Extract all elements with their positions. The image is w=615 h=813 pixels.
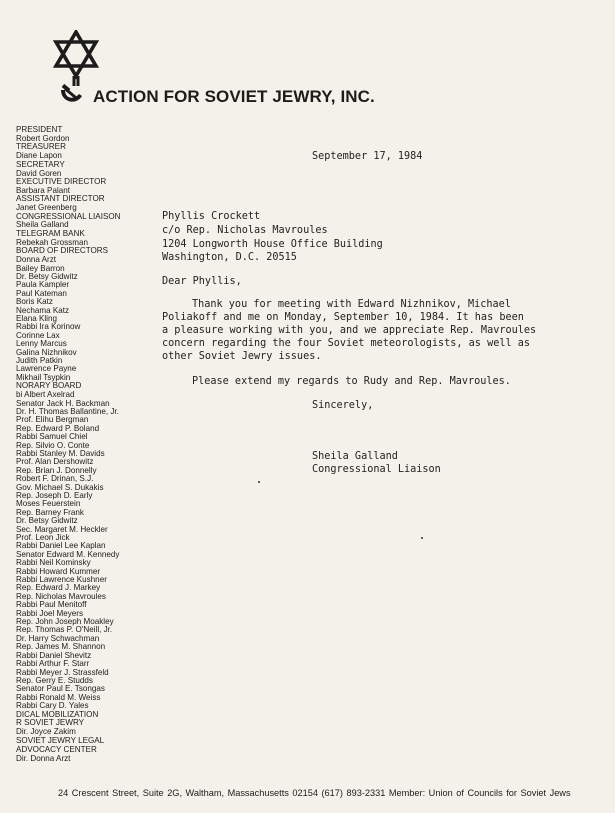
letter-date: September 17, 1984 (312, 151, 423, 162)
recipient-address-line: 1204 Longworth House Office Building (162, 239, 383, 250)
sidebar-name: Robert Gordon (16, 133, 70, 143)
sidebar-name: Senator Paul E. Tsongas (16, 684, 105, 694)
sidebar-name: Rabbi Howard Kummer (16, 566, 101, 576)
sidebar-name: Dr. H. Thomas Ballantine, Jr. (16, 406, 119, 416)
body-line: a pleasure working with you, and we appreciate Rep. Mavroules (162, 325, 537, 336)
sidebar-heading: TELEGRAM BANK (16, 228, 85, 238)
body-line: Please extend my regards to Rudy and Rep. Mavroules. (192, 376, 511, 387)
sidebar-name: Paul Kateman (16, 288, 67, 298)
sidebar-name: Dr. Betsy Gidwitz (16, 516, 78, 526)
sidebar-heading: SECRETARY (16, 159, 65, 169)
sidebar-name: Dir. Joyce Zakim (16, 727, 76, 737)
sidebar-name: Rabbi Ira Korinow (16, 322, 81, 332)
sidebar-name: Rep. John Joseph Moakley (16, 617, 114, 627)
sidebar-name: Rep. Brian J. Donnelly (16, 465, 97, 475)
sidebar-name: Rabbi Samuel Chiel (16, 432, 88, 442)
scan-speck (421, 537, 423, 539)
scan-speck (258, 481, 260, 483)
sidebar-name: Rep. Thomas P. O'Neill, Jr. (16, 625, 113, 635)
sidebar-name: Mikhail Tsypkin (16, 372, 71, 382)
sidebar-name: Senator Edward M. Kennedy (16, 549, 120, 559)
body-line: Poliakoff and me on Monday, September 10, 1984. It has been (162, 312, 524, 323)
recipient-address-line: Washington, D.C. 20515 (162, 252, 297, 263)
signature-title: Congressional Liaison (312, 464, 441, 475)
sidebar-heading: SOVIET JEWRY LEGAL (16, 735, 105, 745)
recipient-address-line: c/o Rep. Nicholas Mavroules (162, 225, 328, 236)
sidebar-name: Elana Kling (16, 313, 57, 323)
salutation: Dear Phyllis, (162, 276, 242, 287)
sidebar-name: Rabbi Joel Meyers (16, 608, 84, 618)
sidebar-name: Rep. Edward P. Boland (16, 423, 100, 433)
sidebar-name: Rabbi Daniel Lee Kaplan (16, 541, 106, 551)
body-line: concern regarding the four Soviet meteorologists, as well as (162, 338, 531, 349)
sidebar-heading: PRESIDENT (16, 125, 63, 134)
sidebar-name: Rabbi Arthur F. Starr (16, 659, 90, 669)
sidebar-name: Rep. Edward J. Markey (16, 583, 101, 593)
sidebar-heading: TREASURER (16, 142, 66, 152)
sidebar-name: Rep. Nicholas Mavroules (16, 591, 106, 601)
sidebar-name: Lawrence Payne (16, 364, 77, 374)
sidebar-name: Rep. Gerry E. Studds (16, 675, 93, 685)
sidebar-name: bi Albert Axelrad (16, 390, 75, 400)
sidebar-name: Prof. Elihu Bergman (16, 415, 89, 425)
sidebar-name: Judith Patkin (16, 355, 63, 365)
sidebar-name: Barbara Palant (16, 185, 70, 195)
sidebar-name: Dir. Donna Arzt (16, 753, 71, 763)
sidebar-name: Rabbi Paul Menitoff (16, 600, 87, 610)
signature-name: Sheila Galland (312, 451, 398, 462)
body-line: Thank you for meeting with Edward Nizhnikov, Michael (192, 299, 511, 310)
sidebar-name: Rep. Joseph D. Early (16, 490, 93, 500)
sidebar-name: David Goren (16, 168, 62, 178)
sidebar-heading: R SOVIET JEWRY (16, 718, 85, 728)
sidebar-name: Sec. Margaret M. Heckler (16, 524, 108, 534)
sidebar-name: Paula Kampler (16, 280, 70, 290)
sidebar-name: Rabbi Meyer J. Strassfeld (16, 667, 109, 677)
sidebar-heading: NORARY BOARD (16, 381, 82, 391)
sidebar-name: Rebekah Grossman (16, 237, 88, 247)
sidebar-name: Nechama Katz (16, 305, 70, 315)
sidebar-name: Bailey Barron (16, 263, 65, 273)
sidebar-name: Rabbi Daniel Shevitz (16, 650, 92, 660)
sidebar-heading: CONGRESSIONAL LIAISON (16, 211, 121, 221)
organization-name: ACTION FOR SOVIET JEWRY, INC. (93, 87, 375, 106)
sidebar-name: Prof. Alan Dershowitz (16, 457, 94, 467)
sidebar-name: Senator Jack H. Backman (16, 398, 110, 408)
sidebar-heading: DICAL MOBILIZATION (16, 709, 99, 719)
sidebar-name: Moses Feuerstein (16, 499, 81, 509)
recipient-name: Phyllis Crockett (162, 211, 261, 222)
sidebar-name: Rabbi Cary D. Yales (16, 701, 89, 711)
sidebar-name: Rabbi Neil Kominsky (16, 558, 91, 568)
sidebar-name: Dr. Betsy Gidwitz (16, 271, 78, 281)
sidebar-name: Robert F. Drinan, S.J. (16, 474, 94, 484)
sidebar-heading: ADVOCACY CENTER (16, 744, 97, 754)
sidebar-name: Rabbi Ronald M. Weiss (16, 692, 101, 702)
sidebar-heading: EXECUTIVE DIRECTOR (16, 176, 107, 186)
sidebar-name: Rabbi Lawrence Kushner (16, 575, 107, 585)
sidebar-name: Galina Nizhnikov (16, 347, 77, 357)
sidebar-name: Janet Greenberg (16, 203, 77, 213)
sidebar-heading: BOARD OF DIRECTORS (16, 246, 109, 256)
sidebar-name: Rep. James M. Shannon (16, 642, 106, 652)
closing: Sincerely, (312, 400, 374, 411)
officers-and-board-list (16, 126, 156, 763)
sidebar-name: Gov. Michael S. Dukakis (16, 482, 104, 492)
sidebar-name: Donna Arzt (16, 255, 57, 265)
sidebar-name: Rep. Silvio O. Conte (16, 440, 90, 450)
sidebar-name: Corinne Lax (16, 330, 60, 340)
letterhead-footer: 24 Crescent Street, Suite 2G, Waltham, Massachusetts 02154 (617) 893-2331 Member: Union of Councils for Soviet Jews (58, 788, 571, 798)
sidebar-name: Prof. Leon Jick (16, 533, 70, 542)
sidebar-name: Dr. Harry Schwachman (16, 633, 100, 643)
body-line: other Soviet Jewry issues. (162, 351, 322, 362)
sidebar-heading: ASSISTANT DIRECTOR (16, 194, 105, 204)
sidebar-name: Boris Katz (16, 297, 53, 307)
sidebar-name: Rabbi Stanley M. Davids (16, 448, 105, 458)
sidebar-name: Lenny Marcus (16, 339, 67, 349)
sidebar-name: Diane Lapon (16, 151, 62, 161)
sidebar-name: Rep. Barney Frank (16, 507, 84, 517)
sidebar-name: Sheila Galland (16, 220, 69, 230)
